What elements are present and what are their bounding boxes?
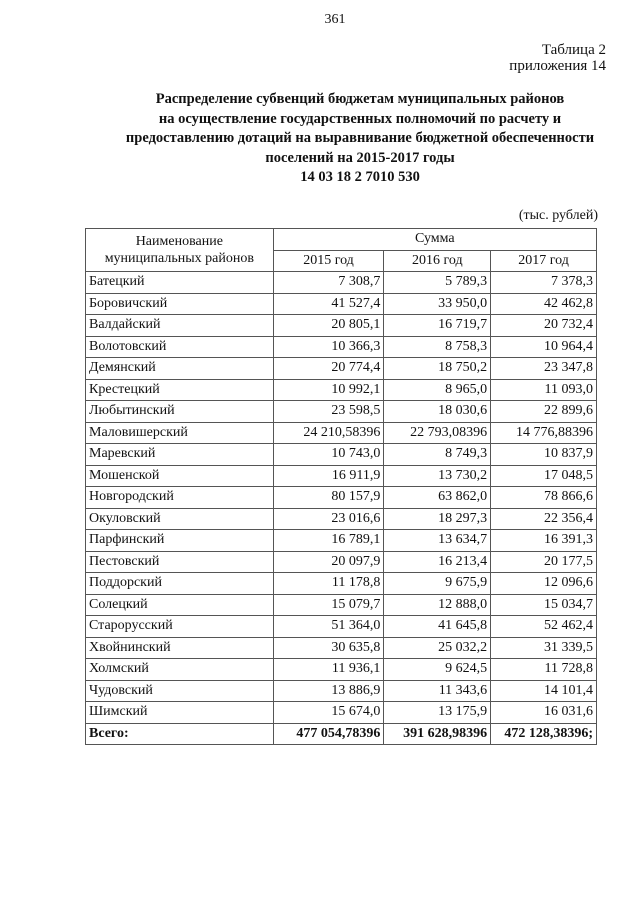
table-row xyxy=(86,573,597,595)
table-row xyxy=(86,637,597,659)
table-label: Таблица 2 xyxy=(541,42,606,58)
district-name: Любытинский xyxy=(86,401,274,423)
header-sum: Сумма xyxy=(273,229,596,251)
amount-cell: 20 732,4 xyxy=(491,315,597,337)
amount-cell: 11 093,0 xyxy=(491,379,597,401)
district-name: Старорусский xyxy=(86,616,274,638)
amount-cell: 16 911,9 xyxy=(273,465,384,487)
table-row xyxy=(86,508,597,530)
budget-code: 14 03 18 2 7010 530 xyxy=(300,169,420,185)
amount-cell: 391 628,98396 xyxy=(384,723,491,745)
amount-cell: 18 297,3 xyxy=(384,508,491,530)
district-name: Новгородский xyxy=(86,487,274,509)
table-row xyxy=(86,401,597,423)
amount-cell: 13 886,9 xyxy=(273,680,384,702)
amount-cell: 12 096,6 xyxy=(491,573,597,595)
page-number: 361 xyxy=(324,12,346,27)
amount-cell: 13 175,9 xyxy=(384,702,491,724)
amount-cell: 22 793,08396 xyxy=(384,422,491,444)
district-name: Всего: xyxy=(86,723,274,745)
amount-cell: 17 048,5 xyxy=(491,465,597,487)
table-row xyxy=(86,293,597,315)
district-name: Мошенской xyxy=(86,465,274,487)
title-line: предоставлению дотаций на выравнивание бюджетной обеспеченности xyxy=(125,130,595,146)
table-row xyxy=(86,336,597,358)
amount-cell: 10 366,3 xyxy=(273,336,384,358)
amount-cell: 8 965,0 xyxy=(384,379,491,401)
amount-cell: 14 776,88396 xyxy=(491,422,597,444)
amount-cell: 31 339,5 xyxy=(491,637,597,659)
amount-cell: 20 805,1 xyxy=(273,315,384,337)
table-row xyxy=(86,530,597,552)
amount-cell: 9 624,5 xyxy=(384,659,491,681)
amount-cell: 30 635,8 xyxy=(273,637,384,659)
amount-cell: 33 950,0 xyxy=(384,293,491,315)
amount-cell: 23 598,5 xyxy=(273,401,384,423)
amount-cell: 80 157,9 xyxy=(273,487,384,509)
table-row xyxy=(86,379,597,401)
title-line: на осуществление государственных полномочий по расчету и xyxy=(158,110,562,127)
table-row xyxy=(86,358,597,380)
amount-cell: 15 079,7 xyxy=(273,594,384,616)
amount-cell: 18 030,6 xyxy=(384,401,491,423)
district-name: Батецкий xyxy=(86,272,274,294)
amount-cell: 20 774,4 xyxy=(273,358,384,380)
amount-cell: 7 308,7 xyxy=(273,272,384,294)
district-name: Маревский xyxy=(86,444,274,466)
amount-cell: 22 899,6 xyxy=(491,401,597,423)
amount-cell: 52 462,4 xyxy=(491,616,597,638)
amount-cell: 41 527,4 xyxy=(273,293,384,315)
amount-cell: 472 128,38396; xyxy=(491,723,597,745)
amount-cell: 16 719,7 xyxy=(384,315,491,337)
amount-cell: 10 837,9 xyxy=(491,444,597,466)
units-label: (тыс. рублей) xyxy=(518,208,598,223)
subsidy-table xyxy=(85,228,597,745)
amount-cell: 22 356,4 xyxy=(491,508,597,530)
amount-cell: 16 031,6 xyxy=(491,702,597,724)
amount-cell: 24 210,58396 xyxy=(273,422,384,444)
header-year: 2016 год xyxy=(384,250,491,272)
table-reference xyxy=(509,42,606,74)
amount-cell: 78 866,6 xyxy=(491,487,597,509)
header-name: Наименование муниципальных районов xyxy=(86,229,274,272)
table-row xyxy=(86,659,597,681)
table-row xyxy=(86,444,597,466)
amount-cell: 13 730,2 xyxy=(384,465,491,487)
district-name: Поддорский xyxy=(86,573,274,595)
amount-cell: 20 097,9 xyxy=(273,551,384,573)
amount-cell: 477 054,78396 xyxy=(273,723,384,745)
amount-cell: 15 674,0 xyxy=(273,702,384,724)
amount-cell: 16 213,4 xyxy=(384,551,491,573)
amount-cell: 63 862,0 xyxy=(384,487,491,509)
district-name: Парфинский xyxy=(86,530,274,552)
amount-cell: 11 728,8 xyxy=(491,659,597,681)
amount-cell: 18 750,2 xyxy=(384,358,491,380)
district-name: Солецкий xyxy=(86,594,274,616)
table-row xyxy=(86,702,597,724)
amount-cell: 23 347,8 xyxy=(491,358,597,380)
district-name: Чудовский xyxy=(86,680,274,702)
district-name: Маловишерский xyxy=(86,422,274,444)
amount-cell: 11 178,8 xyxy=(273,573,384,595)
title-line: поселений на 2015-2017 годы xyxy=(265,149,455,166)
amount-cell: 15 034,7 xyxy=(491,594,597,616)
district-name: Боровичский xyxy=(86,293,274,315)
table-row xyxy=(86,315,597,337)
amount-cell: 10 992,1 xyxy=(273,379,384,401)
table-row xyxy=(86,465,597,487)
table-row xyxy=(86,594,597,616)
amount-cell: 51 364,0 xyxy=(273,616,384,638)
amount-cell: 20 177,5 xyxy=(491,551,597,573)
amount-cell: 10 964,4 xyxy=(491,336,597,358)
district-name: Валдайский xyxy=(86,315,274,337)
amount-cell: 16 391,3 xyxy=(491,530,597,552)
amount-cell: 11 936,1 xyxy=(273,659,384,681)
amount-cell: 5 789,3 xyxy=(384,272,491,294)
table-row xyxy=(86,422,597,444)
district-name: Демянский xyxy=(86,358,274,380)
amount-cell: 8 749,3 xyxy=(384,444,491,466)
amount-cell: 13 634,7 xyxy=(384,530,491,552)
district-name: Холмский xyxy=(86,659,274,681)
district-name: Крестецкий xyxy=(86,379,274,401)
district-name: Шимский xyxy=(86,702,274,724)
table-row xyxy=(86,616,597,638)
table-row xyxy=(86,680,597,702)
document-title xyxy=(100,90,620,188)
amount-cell: 8 758,3 xyxy=(384,336,491,358)
title-line: Распределение субвенций бюджетам муниципальных районов xyxy=(155,91,565,107)
amount-cell: 7 378,3 xyxy=(491,272,597,294)
district-name: Окуловский xyxy=(86,508,274,530)
total-row xyxy=(86,723,597,745)
amount-cell: 12 888,0 xyxy=(384,594,491,616)
header-year: 2015 год xyxy=(273,250,384,272)
amount-cell: 16 789,1 xyxy=(273,530,384,552)
table-row xyxy=(86,551,597,573)
district-name: Волотовский xyxy=(86,336,274,358)
table-row xyxy=(86,272,597,294)
amount-cell: 42 462,8 xyxy=(491,293,597,315)
table-row xyxy=(86,487,597,509)
amount-cell: 10 743,0 xyxy=(273,444,384,466)
district-name: Пестовский xyxy=(86,551,274,573)
amount-cell: 25 032,2 xyxy=(384,637,491,659)
amount-cell: 14 101,4 xyxy=(491,680,597,702)
header-year: 2017 год xyxy=(491,250,597,272)
amount-cell: 11 343,6 xyxy=(384,680,491,702)
amount-cell: 9 675,9 xyxy=(384,573,491,595)
appendix-label: приложения 14 xyxy=(509,58,606,74)
district-name: Хвойнинский xyxy=(86,637,274,659)
amount-cell: 41 645,8 xyxy=(384,616,491,638)
amount-cell: 23 016,6 xyxy=(273,508,384,530)
